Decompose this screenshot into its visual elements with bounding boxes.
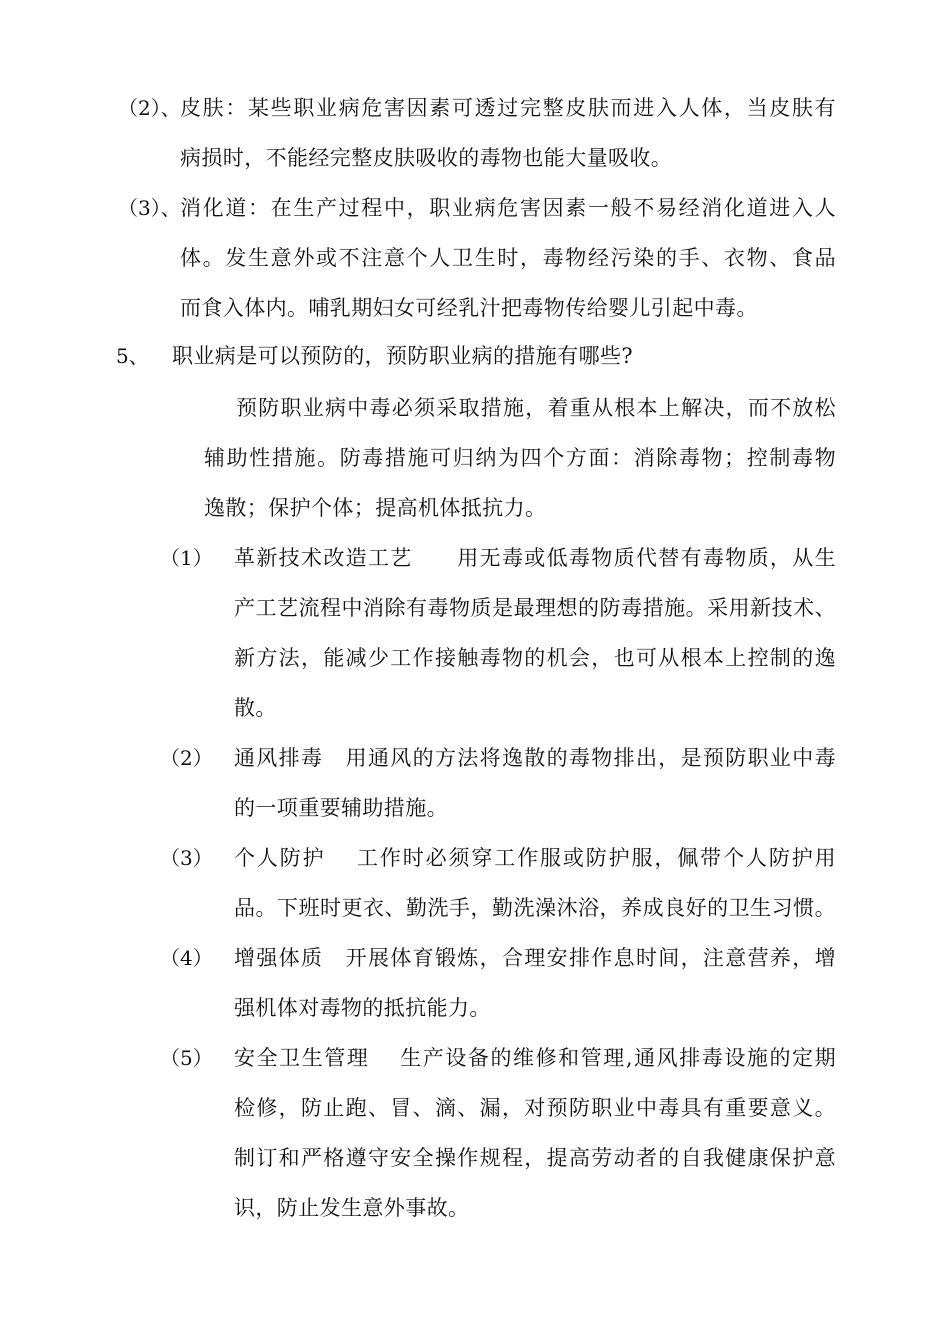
measure-1-line-3: 新方法，能减少工作接触毒物的机会，也可从根本上控制的逸 — [234, 646, 836, 670]
measure-5-line-2: 检修，防止跑、冒、滴、漏，对预防职业中毒具有重要意义。 — [234, 1096, 836, 1120]
measure-1-line-1: 革新技术改造工艺 用无毒或低毒物质代替有毒物质，从生 — [234, 546, 836, 570]
intro-text-line-1: 预防职业病中毒必须采取措施，着重从根本上解决，而不放松 — [236, 396, 836, 420]
measure-number-2: （2） — [160, 746, 213, 770]
measure-2-line-2: 的一项重要辅助措施。 — [234, 796, 448, 820]
measure-5-line-3: 制订和严格遵守安全操作规程，提高劳动者的自我健康保护意 — [234, 1146, 836, 1170]
measure-number-1: （1） — [160, 546, 213, 570]
measure-5-line-1: 安全卫生管理 生产设备的维修和管理,通风排毒设施的定期 — [234, 1046, 836, 1070]
measure-number-3: （3） — [160, 846, 213, 870]
measure-4-line-1: 增强体质 开展体育锻炼，合理安排作息时间，注意营养，增 — [234, 946, 836, 970]
measure-4-line-2: 强机体对毒物的抵抗能力。 — [234, 996, 491, 1020]
measure-3-line-1: 个人防护 工作时必须穿工作服或防护服，佩带个人防护用 — [234, 846, 836, 870]
question-heading: 职业病是可以预防的，预防职业病的措施有哪些? — [172, 344, 634, 368]
digestive-text-line-3: 而食入体内。哺乳期妇女可经乳汁把毒物传给婴儿引起中毒。 — [180, 296, 758, 320]
digestive-text-line-2: 体。发生意外或不注意个人卫生时，毒物经污染的手、衣物、食品 — [180, 246, 836, 270]
intro-text-line-2: 辅助性措施。防毒措施可归纳为四个方面：消除毒物；控制毒物 — [204, 446, 836, 470]
measure-2-line-1: 通风排毒 用通风的方法将逸散的毒物排出，是预防职业中毒 — [234, 746, 836, 770]
measure-5-line-4: 识，防止发生意外事故。 — [234, 1196, 470, 1220]
measure-number-5: （5） — [160, 1046, 213, 1070]
measure-1-line-4: 散。 — [234, 696, 277, 720]
item-number-skin: （2）、 — [118, 96, 181, 120]
skin-text-line-2: 病损时，不能经完整皮肤吸收的毒物也能大量吸收。 — [180, 146, 673, 170]
measure-3-line-2: 品。下班时更衣、勤洗手，勤洗澡沐浴，养成良好的卫生习惯。 — [234, 896, 836, 920]
measure-number-4: （4） — [160, 946, 213, 970]
question-number: 5、 — [116, 344, 149, 368]
skin-text-line-1: 皮肤：某些职业病危害因素可透过完整皮肤而进入人体，当皮肤有 — [180, 96, 836, 120]
measure-1-line-2: 产工艺流程中消除有毒物质是最理想的防毒措施。采用新技术、 — [234, 596, 836, 620]
item-number-digestive: （3）、 — [118, 196, 181, 220]
intro-text-line-3: 逸散；保护个体；提高机体抵抗力。 — [204, 496, 547, 520]
digestive-text-line-1: 消化道：在生产过程中，职业病危害因素一般不易经消化道进入人 — [180, 196, 836, 220]
